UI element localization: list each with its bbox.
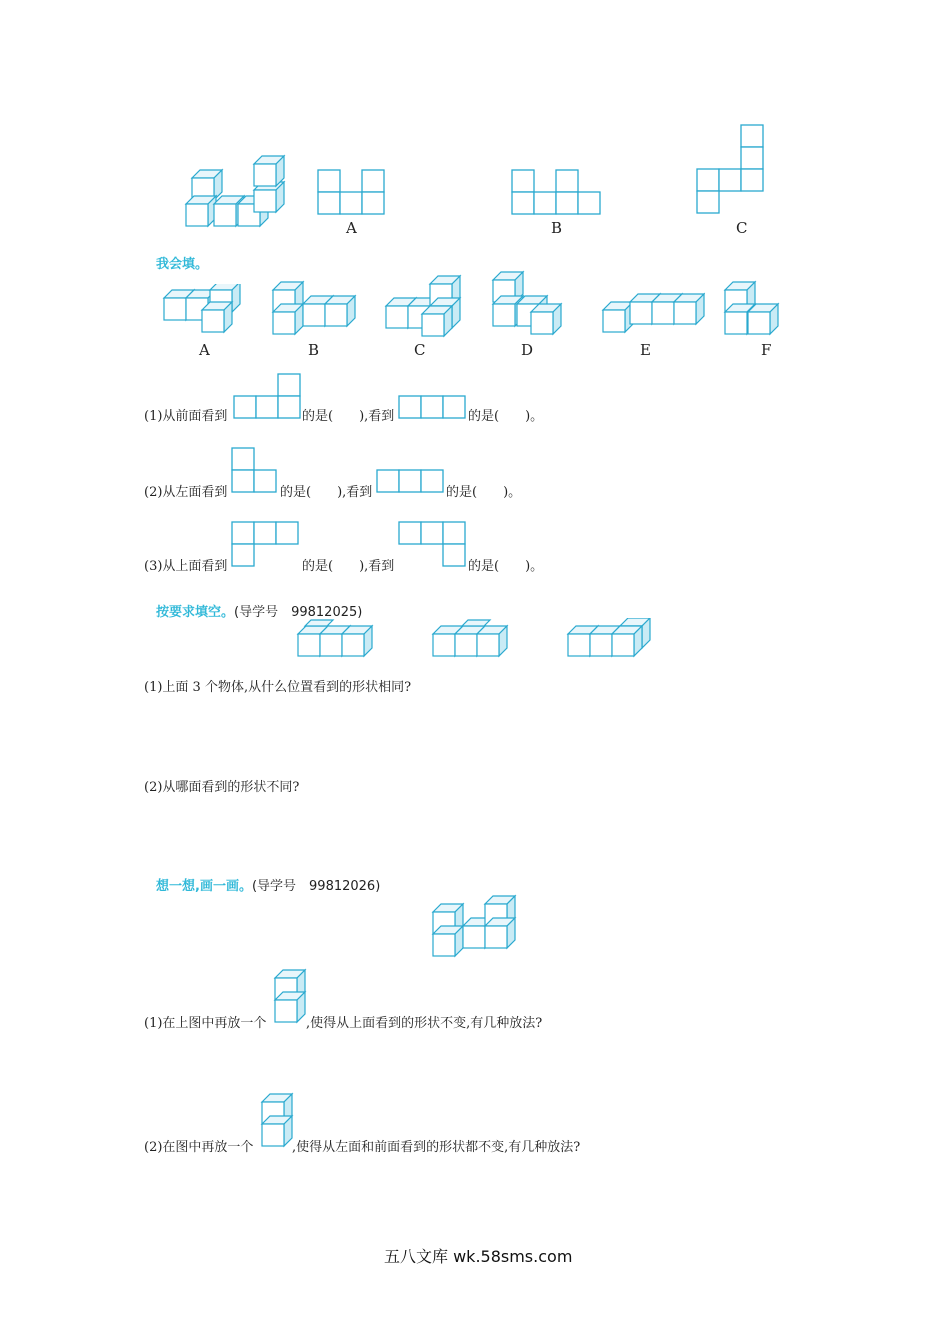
s1-q2-mid: 的是( ),看到 [280, 485, 373, 500]
top-option-label-a: A [346, 219, 357, 237]
solid-a [160, 284, 255, 336]
solid-d [490, 270, 580, 338]
s3-solid [428, 890, 523, 962]
solid-label-a: A [199, 341, 210, 359]
solid-label-e: E [640, 341, 651, 359]
top-option-label-c: C [736, 219, 748, 237]
section2-heading: 按要求填空。 [156, 605, 235, 620]
s3-q2-prefix: (2)在图中再放一个 [144, 1140, 254, 1155]
s2-q1: (1)上面 3 个物体,从什么位置看到的形状相同? [144, 680, 412, 695]
top-view-option-a [317, 169, 387, 217]
s1-q1-mid: 的是( ),看到 [302, 409, 395, 424]
s1-q3-mid: 的是( ),看到 [302, 559, 395, 574]
section3-guide: (导学号 99812026) [251, 879, 381, 894]
s3-q1-suffix: ,使得从上面看到的形状不变,有几种放法? [306, 1016, 543, 1031]
s1-q2-view-2 [375, 469, 447, 495]
footer-watermark: 五八文库 wk.58sms.com [384, 1247, 573, 1266]
solid-label-d: D [521, 341, 534, 359]
s1-q1-end: 的是( )。 [468, 409, 544, 424]
s1-q3-prefix: (3)从上面看到 [144, 559, 228, 574]
s1-q2-end: 的是( )。 [446, 485, 522, 500]
solid-e [600, 286, 705, 338]
s2-q2: (2)从哪面看到的形状不同? [144, 780, 300, 795]
solid-label-c: C [414, 341, 426, 359]
top-option-label-b: B [551, 219, 563, 237]
s3-q2-suffix: ,使得从左面和前面看到的形状都不变,有几种放法? [292, 1140, 581, 1155]
s2-solid-3 [565, 618, 655, 664]
s3-q1-prefix: (1)在上图中再放一个 [144, 1016, 267, 1031]
s2-solid-1 [295, 618, 380, 664]
s1-q3-view-2 [397, 521, 469, 569]
s1-q3-end: 的是( )。 [468, 559, 544, 574]
solid-f [722, 280, 792, 338]
top-view-option-b [511, 169, 605, 217]
section3-heading: 想一想,画一画。 [156, 879, 252, 894]
section2-guide: (导学号 99812025) [234, 605, 363, 620]
s1-q2-view-1 [231, 447, 283, 495]
solid-label-f: F [761, 341, 772, 359]
s1-q1-view-2 [397, 395, 469, 421]
s2-solid-2 [430, 618, 515, 664]
solid-b [270, 278, 365, 338]
s1-q1-prefix: (1)从前面看到 [144, 409, 228, 424]
s1-q2-prefix: (2)从左面看到 [144, 485, 228, 500]
section1-heading: 我会填。 [156, 257, 209, 272]
top-view-option-c [695, 124, 767, 218]
solid-c [382, 272, 477, 338]
s1-q1-view-1 [232, 373, 304, 421]
top-solid-figure [180, 150, 290, 240]
solid-label-b: B [308, 341, 320, 359]
s1-q3-view-1 [231, 521, 303, 569]
